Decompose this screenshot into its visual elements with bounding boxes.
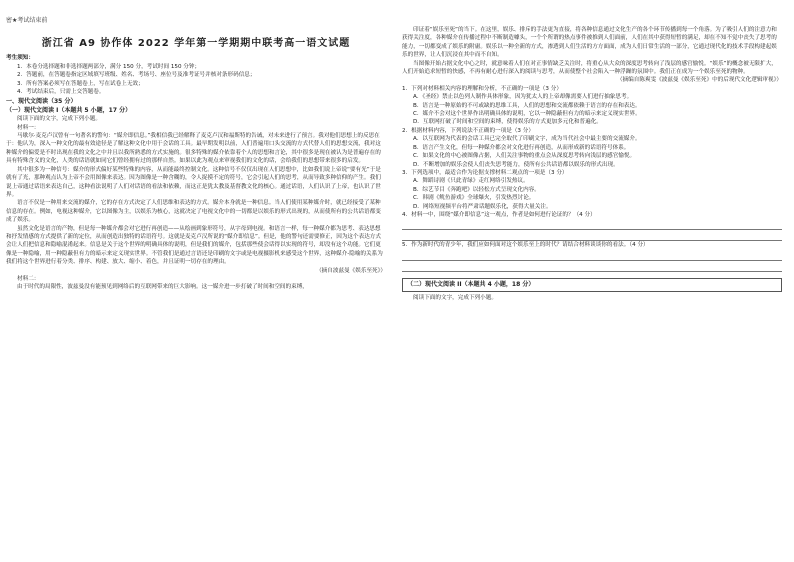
passage-paragraph: 其中很多为一种信号：媒介的形式偏好某些特殊的内容，从而能最终控制文化。这种信号不仅仅出现在人们思想中，比如我们说上帝说“要有光”于是就有了光，那种观点认为上帝不会用图像来表达。因为图像是一种含糊的，令人捉摸不定的符号，它会引起人们的思考，从而导致多种信仰的产生。我们说上帝通过话语来表达自己，这种看法说明了人们对话语的看法和依赖，而这正是犹太教及基督教文化的核心。通过话语，人们认识了上帝，也认识了世界。 — [6, 166, 381, 198]
passage-paragraph: 当图像开始占据文化中心之时，就意味着人们在对正事情缺乏关注时，将重心从大众的深度思考转向了浅层的感官愉悦。“娱乐”的概念被无限扩大，人们开始追求短暂的快感，不再有耐心进行深入的阅读与思考，从而使整个社会陷入一种浮躁的氛围中。我们正在成为一个娱乐至死的物种。 — [402, 60, 777, 76]
answer-line[interactable] — [402, 261, 782, 272]
question-option: B．语言是一种原始的不可或缺的思维工具，人们的思想和交流都依赖于语言的存在和表达。 — [413, 102, 641, 109]
source-citation: （摘自波兹曼《娱乐至死》） — [316, 267, 386, 274]
passage-paragraph: 马歇尔·麦克卢汉曾有一句著名的警句：“媒介即信息。”我相信我已经解释了麦克卢汉和福斯特的告诫，对未来进行了预言。我对他们思想上的反思在于：他认为，深入一种文化的最有效途径是了解这种文化中用于会话的工具。最早期发明以前，人们普遍用口头交流的方式代替人们的思想交流，我对这种媒介的偏爱是不时出现在我的文化之中并且以我所熟悉的方式实施的。很多特殊的媒介依靠着个人的思想和言论，其中很多是现在被认为是普遍存在的具有特殊含义的文化，人类的话语就如同它们曾经拥有过的那样自然。如果以此为观点来审视我们的文化的话，会给我们的思想带来很多的启发。 — [6, 133, 381, 165]
passage-paragraph: 由于时代的局限性，波兹曼没有能预见到网络后的互联网带来的巨大影响。这一媒介进一步打破了时间和空间的束缚， — [17, 284, 308, 291]
question-stem: 3．下列选项中，最适合作为论据支撑材料二观点的一项是（3 分） — [402, 169, 568, 176]
source-citation: （摘编自陈爽雯《波兹曼《娱乐至死》中的后现代文化逻辑审视》） — [616, 77, 782, 84]
notice-block — [6, 54, 386, 96]
question-1 — [402, 85, 782, 127]
question-option: B．综艺节目《奔跑吧》以轻松方式呈现文化内容。 — [413, 186, 540, 193]
question-option: D．网络短视频平台将严肃话题娱乐化，获得大量关注。 — [413, 203, 552, 210]
left-column — [6, 26, 386, 292]
question-3 — [402, 169, 782, 211]
part2-heading: （二）现代文阅读 II（本题共 4 小题，18 分） — [402, 278, 782, 292]
part1-instruction: 阅读下面的文字，完成下列小题。 — [17, 116, 101, 123]
notice-item: 3．所有答案必须写在答题卷上，写在试卷上无效； — [17, 80, 144, 87]
material2-label: 材料二： — [17, 275, 40, 282]
part2-instruction: 阅读下面的文字，完成下列小题。 — [413, 295, 497, 302]
secret-label: 密★考试结束前 — [6, 17, 48, 24]
question-option: D．互联网打破了时间和空间的束缚，使得娱乐的方式更加多元化和普遍化。 — [413, 119, 602, 126]
answer-line[interactable] — [402, 219, 782, 230]
answer-line[interactable] — [402, 250, 782, 261]
notice-heading: 考生须知： — [6, 55, 34, 62]
exam-title: 浙江省 A9 协作体 2022 学年第一学期期中联考高一语文试题 — [41, 38, 351, 49]
question-option: A．舞蹈诗剧《只此青绿》走红网络引发热议。 — [413, 178, 529, 185]
question-5 — [402, 241, 782, 271]
question-stem: 1．下列对材料相关内容的理解和分析，不正确的一项是（3 分） — [402, 85, 562, 92]
question-stem: 2．根据材料内容，下列说法不正确的一项是（3 分） — [402, 127, 534, 134]
notice-item: 4．考试结束后，只需上交答题卷。 — [17, 89, 105, 96]
passage-paragraph: 虽然文化是语言的产物，但是每一种媒介都会对它进行再创造——从绘画到象形符号，从字母到电视。和语言一样，每一种媒介都为思考、表达思想和抒发情感的方式提供了新的定位，从而创造出独特的话语符号。这就是麦克卢汉所说的“媒介即信息”。但是，他的警句还需要修正，因为这个表达方式会让人们把信息和隐喻混淆起来。信息是关于这个世界的明确具体的说明，但是我们的媒介，包括那些使会话得以实现的符号，却没有这个功能。它们更像是一种隐喻，用一种隐蔽但有力的暗示来定义现实世界。不管我们是通过言语还是印刷的文字或是电视摄影机来感受这个世界，这种媒介-隐喻的关系为我们将这个世界进行着分类、排序、构建、放大、缩小、着色，并且证明一切存在的理由。 — [6, 225, 383, 266]
question-option: C．媒介不会对这个世界作出明确具体的说明，它以一种隐蔽但有力的暗示来定义现实世界。 — [413, 111, 641, 118]
notice-item: 1．本卷分选择题和非选择题两部分，满分 150 分，考试时间 150 分钟； — [17, 63, 201, 70]
notice-item: 2．答题前，在答题卷指定区域填写班级、姓名、考场号、座位号及准考证号并核对条形码信息； — [17, 72, 256, 79]
right-column — [402, 26, 782, 303]
question-2 — [402, 127, 782, 169]
question-4 — [402, 211, 782, 241]
question-option: A．以互联网为代表的会话工具已完全取代了印刷文字，成为当代社会中最主要的交流媒介。 — [413, 136, 641, 143]
question-option: C．韩剧《鱿鱼游戏》全球爆火，引发热烈讨论。 — [413, 195, 535, 202]
question-option: B．语言产生文化，但每一种媒介都会对文化进行再创造，从而形成新的话语符号体系。 — [413, 144, 630, 151]
passage-paragraph: 印证着“娱乐至死”的当下。在这里，娱乐、排斥的手法更为直接，将各种信息通过文化生产的各个环节传播到每一个角落。为了吸引人们的注意力和获得关注度，各种媒介在传播过程中不断制造噱头，一个个所谓的热点事件被推到人们面前，人们在其中获得短暂的满足，却在不知不觉中丧失了思考的能力，一切都变成了娱乐的附庸。娱乐以一种全新的方式，渗透到人们生活的方方面面，成为人们日常生活的一部分，它通过现代化的技术手段构建起娱乐的世界，让人们沉浸在其中而不自知。 — [402, 27, 777, 59]
answer-line[interactable] — [402, 230, 782, 241]
part1-heading: （一）现代文阅读 I（本题共 5 小题，17 分） — [6, 106, 132, 114]
section-heading: 一、现代文阅读（35 分） — [6, 98, 77, 106]
question-option: A．《圣经》禁止以色列人制作具体形象，因为犹太人的上帝却像需要人们进行抽象思考。 — [413, 94, 633, 101]
question-stem: 4．材料一中，围绕“媒介即信息”这一观点，作者是如何进行论证的？（4 分） — [402, 211, 596, 218]
material1-label: 材料一： — [17, 124, 40, 131]
question-option: C．如果文化的中心被图像占据，人们关注事物的重点会从深度思考转向浅层的感官愉悦。 — [413, 153, 636, 160]
question-option: D．不断增加的娱乐会使人们丧失思考能力，使所有公共话语都以娱乐的形式出现。 — [413, 161, 619, 168]
passage-paragraph: 语言不仅是一种用来交流的媒介，它的存在方式决定了人们思维和表达的方式。媒介本身就是一种信息。当人们使用某种媒介时，就已经接受了某种信息的存在。例如，电视这种媒介，它以图像为主，以娱乐为核心，这就决定了电视文化中的一切都是以娱乐的形式出现的，从而使所有的公共话语都变成了娱乐。 — [6, 200, 381, 224]
question-stem: 5．作为新时代的青少年，我们应如何面对这个娱乐至上的时代？请结合材料谈谈你的看法。（4 分） — [402, 242, 649, 249]
